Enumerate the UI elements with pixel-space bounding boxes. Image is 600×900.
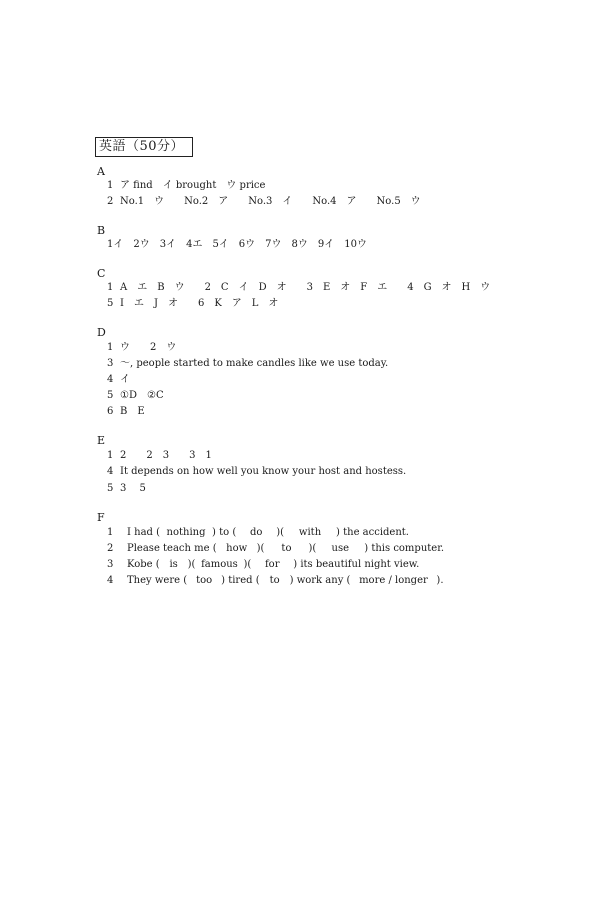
blank-answer-3: for (264, 559, 280, 570)
answer-text: イ (120, 374, 130, 385)
row-number: 1 (107, 450, 114, 461)
section-c-row-1 (107, 282, 490, 294)
blank-answer-1: how (226, 543, 248, 554)
sentence-start: I had ( (127, 527, 161, 538)
blank-answer-3: more / longer (359, 575, 428, 586)
answer-text: 3 5 (120, 483, 146, 494)
section-d-label: D (97, 326, 106, 339)
section-d-row-4 (107, 390, 164, 402)
section-e-label: E (97, 434, 106, 447)
answer-text: No.1 ウ No.2 ア No.3 イ No.4 ア No.5 ウ (120, 196, 421, 207)
section-a-row-1 (107, 180, 265, 192)
answer-text: I エ J オ 6 K ア L オ (120, 298, 279, 309)
blank-answer-2: famous (201, 559, 238, 570)
sentence-part: )( (187, 559, 196, 570)
sentence-end: ). (436, 575, 444, 586)
blank-answer-3: with (298, 527, 322, 538)
sentence-end: ) this computer. (364, 543, 445, 554)
section-b-label: B (97, 224, 106, 237)
section-f-question-2 (107, 543, 444, 555)
sentence-start: Please teach me ( (127, 543, 217, 554)
sentence-start: They were ( (127, 575, 188, 586)
row-number: 6 (107, 406, 114, 417)
answer-text: B E (120, 406, 145, 417)
row-number: 1 (107, 527, 114, 538)
row-number: 4 (107, 575, 114, 586)
sentence-part: )( (276, 527, 285, 538)
section-e-row-3 (107, 483, 146, 495)
sentence-part: ) work any ( (289, 575, 351, 586)
row-number: 4 (107, 466, 114, 477)
row-number: 5 (107, 483, 114, 494)
blank-answer-1: nothing (166, 527, 206, 538)
row-number: 1 (107, 180, 114, 191)
section-f-question-3 (107, 559, 419, 571)
answer-text: It depends on how well you know your host and hostess. (120, 466, 407, 477)
blank-answer-1: is (169, 559, 178, 570)
section-c-label: C (97, 267, 106, 280)
row-number: 5 (107, 390, 114, 401)
answer-text: 1イ 2ウ 3イ 4エ 5イ 6ウ 7ウ 8ウ 9イ 10ウ (107, 239, 367, 250)
sentence-part: )( (256, 543, 265, 554)
row-number: 2 (107, 543, 114, 554)
section-b-row-1 (107, 239, 367, 251)
row-number: 3 (107, 559, 114, 570)
section-e-row-1 (107, 450, 212, 462)
answer-text: ①D ②C (120, 390, 164, 401)
row-number: 4 (107, 374, 114, 385)
blank-answer-2: do (250, 527, 263, 538)
section-d-row-2 (107, 358, 388, 370)
answer-text: ～, people started to make candles like we use today. (120, 358, 389, 369)
section-d-row-1 (107, 342, 176, 354)
blank-answer-2: to (281, 543, 292, 554)
section-f-question-4 (107, 575, 444, 587)
section-f-label: F (97, 511, 105, 524)
answer-text: ウ 2 ウ (120, 342, 177, 353)
sentence-part: ) to ( (212, 527, 237, 538)
sentence-start: Kobe ( (127, 559, 160, 570)
blank-answer-3: use (331, 543, 350, 554)
section-a-label: A (97, 165, 105, 178)
row-number: 3 (107, 358, 114, 369)
blank-answer-2: to (269, 575, 280, 586)
section-f-question-1 (107, 527, 409, 539)
section-d-row-5 (107, 406, 145, 418)
sentence-part: )( (243, 559, 252, 570)
row-number: 5 (107, 298, 114, 309)
section-a-row-2 (107, 196, 421, 208)
answer-text: 2 2 3 3 1 (120, 450, 212, 461)
section-e-row-2 (107, 466, 406, 478)
sentence-part: ) tired ( (221, 575, 260, 586)
row-number: 1 (107, 342, 114, 353)
section-d-row-3 (107, 374, 130, 386)
answer-text: ア find イ brought ウ price (120, 180, 266, 191)
page-title: 英語（50分） (95, 137, 193, 157)
row-number: 2 (107, 196, 114, 207)
row-number: 1 (107, 282, 114, 293)
blank-answer-1: too (196, 575, 213, 586)
section-c-row-2 (107, 298, 278, 310)
answer-text: A エ B ウ 2 C イ D オ 3 E オ F エ 4 G オ H ウ (120, 282, 491, 293)
sentence-part: )( (308, 543, 317, 554)
sentence-end: ) its beautiful night view. (293, 559, 420, 570)
sentence-end: ) the accident. (336, 527, 409, 538)
